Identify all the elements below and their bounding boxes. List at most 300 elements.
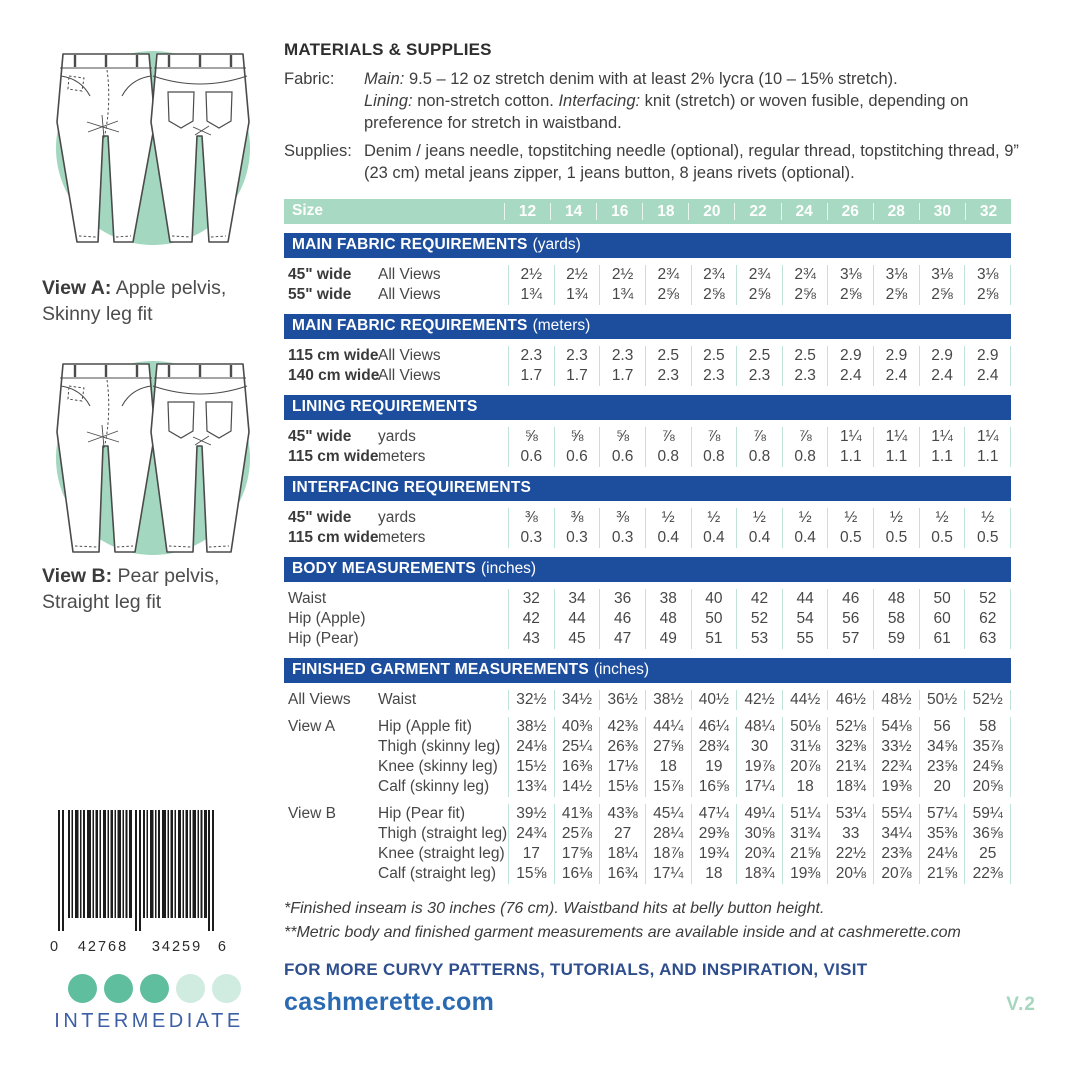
fabric-row: [284, 68, 1042, 134]
measurement-value: 24⅛: [508, 737, 554, 757]
measurement-value: ⅝: [554, 427, 600, 447]
measurement-value: 52: [964, 589, 1011, 609]
measurement-value: 2¾: [736, 265, 782, 285]
size-value: 20: [688, 203, 734, 220]
row-sublabel: meters: [378, 528, 426, 546]
measurement-value: ⅜: [508, 508, 554, 528]
measurement-value: 0.6: [508, 447, 554, 467]
measurement-value: 0.5: [873, 528, 919, 548]
size-label: Size: [292, 202, 324, 220]
section-unit: (inches): [480, 560, 537, 578]
measurement-value: 53¼: [827, 804, 873, 824]
row-sublabel: Thigh (straight leg): [378, 824, 508, 842]
table-row-group: [284, 589, 1011, 649]
measurement-value: 3⅛: [964, 265, 1011, 285]
table-row: [284, 508, 1011, 528]
measurement-value: 53: [736, 629, 782, 649]
measurement-value: 17¼: [736, 777, 782, 797]
view-b-jeans-illustration: [34, 342, 272, 571]
measurement-value: 30: [736, 737, 782, 757]
row-sublabel: All Views: [378, 265, 441, 283]
measurement-value: 25¼: [554, 737, 600, 757]
measurement-value: 48¼: [736, 717, 782, 737]
row-label: 115 cm wide: [288, 447, 379, 465]
row-label: 45" wide: [288, 427, 352, 445]
measurement-value: 40: [691, 589, 737, 609]
size-header-row: [284, 199, 1011, 224]
size-value: 26: [827, 203, 873, 220]
table-row: [284, 427, 1011, 447]
section-header: [284, 314, 1011, 339]
measurement-value: 15⅝: [508, 864, 554, 884]
measurement-value: 0.3: [554, 528, 600, 548]
measurement-value: 16¾: [599, 864, 645, 884]
measurement-value: 40⅜: [554, 717, 600, 737]
measurement-value: 2.3: [691, 366, 737, 386]
measurement-value: 23⅝: [919, 757, 965, 777]
measurement-value: 42: [508, 609, 554, 629]
measurement-value: 2⅝: [827, 285, 873, 305]
row-sublabel: Thigh (skinny leg): [378, 737, 501, 755]
measurement-value: 36⅝: [964, 824, 1011, 844]
measurement-value: 36: [599, 589, 645, 609]
footer-cta: FOR MORE CURVY PATTERNS, TUTORIALS, AND INSPIRATION, VISIT: [284, 959, 868, 979]
section-title: MAIN FABRIC REQUIREMENTS: [292, 236, 528, 254]
measurement-value: 2.9: [964, 346, 1011, 366]
row-label: 45" wide: [288, 508, 352, 526]
row-sublabel: yards: [378, 427, 416, 445]
row-label: [284, 777, 378, 797]
row-sublabel: [378, 629, 508, 649]
measurement-value: 2½: [554, 265, 600, 285]
measurement-value: 0.4: [691, 528, 737, 548]
measurement-value: 18¼: [599, 844, 645, 864]
measurement-value: 19⅜: [873, 777, 919, 797]
measurement-value: 17: [508, 844, 554, 864]
row-sublabel: All Views: [378, 285, 441, 303]
difficulty-dots: [68, 974, 241, 1003]
measurement-value: 33: [827, 824, 873, 844]
view-a-pelvis: Apple pelvis,: [111, 277, 227, 299]
measurement-value: 0.3: [599, 528, 645, 548]
measurement-value: 49: [645, 629, 691, 649]
measurement-value: 34¼: [873, 824, 919, 844]
measurement-value: 2½: [599, 265, 645, 285]
measurement-value: 24⅛: [919, 844, 965, 864]
view-b-name: View B:: [42, 565, 113, 587]
measurement-value: 1.1: [873, 447, 919, 467]
measurement-value: 16⅛: [554, 864, 600, 884]
measurement-value: 50⅛: [782, 717, 828, 737]
measurement-value: 48: [645, 609, 691, 629]
row-sublabel: Calf (straight leg): [378, 864, 497, 882]
row-sublabel: [378, 609, 508, 629]
table-row: [284, 864, 1011, 884]
measurement-value: 0.6: [599, 447, 645, 467]
measurement-value: 2½: [508, 265, 554, 285]
measurement-value: 2.5: [736, 346, 782, 366]
table-row: [284, 717, 1011, 737]
measurement-value: 1¾: [554, 285, 600, 305]
measurement-value: 27: [599, 824, 645, 844]
table-row-group: [284, 427, 1011, 467]
view-a-name: View A:: [42, 277, 112, 299]
measurement-value: 51¼: [782, 804, 828, 824]
measurement-value: 46¼: [691, 717, 737, 737]
section-title: INTERFACING REQUIREMENTS: [292, 479, 532, 497]
size-value: 14: [550, 203, 596, 220]
measurement-value: 2.4: [919, 366, 965, 386]
table-row: [284, 366, 1011, 386]
measurement-value: 47¼: [691, 804, 737, 824]
measurement-value: 39½: [508, 804, 554, 824]
measurement-value: 38½: [508, 717, 554, 737]
measurement-value: 52⅛: [827, 717, 873, 737]
measurement-value: 2¾: [782, 265, 828, 285]
size-value: 32: [965, 203, 1011, 220]
measurement-value: 50½: [919, 690, 965, 710]
left-column: [34, 30, 274, 1070]
measurement-value: 31⅛: [782, 737, 828, 757]
measurement-value: 1.1: [827, 447, 873, 467]
measurement-value: 19: [691, 757, 737, 777]
measurement-value: 43: [508, 629, 554, 649]
measurement-value: 23⅜: [873, 844, 919, 864]
measurement-value: 1¾: [508, 285, 554, 305]
measurement-value: ½: [645, 508, 691, 528]
size-value: 16: [596, 203, 642, 220]
measurement-value: 0.5: [919, 528, 965, 548]
barcode-digit: 34259: [151, 939, 203, 955]
measurement-value: 28¾: [691, 737, 737, 757]
measurement-value: 2⅝: [691, 285, 737, 305]
measurement-value: 34: [554, 589, 600, 609]
measurement-value: 28¼: [645, 824, 691, 844]
size-value: 22: [734, 203, 780, 220]
measurement-value: 2.3: [736, 366, 782, 386]
measurement-value: ⅞: [645, 427, 691, 447]
fabric-interfacing-label: Interfacing:: [558, 92, 641, 111]
measurement-value: ⅝: [508, 427, 554, 447]
row-label: Hip (Apple): [288, 609, 366, 627]
measurement-value: 2.5: [645, 346, 691, 366]
barcode-digit: 6: [217, 939, 226, 955]
measurement-value: 17¼: [645, 864, 691, 884]
measurement-value: 52: [736, 609, 782, 629]
measurement-value: 2⅝: [736, 285, 782, 305]
footnote-metric: **Metric body and finished garment measurements are available inside and at cashmerette.com: [284, 923, 961, 941]
table-row-group: [284, 717, 1011, 797]
measurement-value: 22⅜: [964, 864, 1011, 884]
measurement-value: 40½: [691, 690, 737, 710]
measurement-value: 34½: [554, 690, 600, 710]
measurement-value: 1¼: [919, 427, 965, 447]
measurement-value: 56: [827, 609, 873, 629]
row-label: [284, 757, 378, 777]
fabric-main-text: 9.5 – 12 oz stretch denim with at least 2% lycra (10 – 15% stretch).: [404, 70, 898, 88]
section-unit: (yards): [532, 236, 581, 254]
row-sublabel: Knee (straight leg): [378, 844, 505, 862]
measurement-value: 22¾: [873, 757, 919, 777]
measurement-value: ⅞: [736, 427, 782, 447]
size-value: 24: [781, 203, 827, 220]
row-label: [284, 844, 378, 864]
table-row: [284, 447, 1011, 467]
measurement-value: ½: [736, 508, 782, 528]
fabric-text: [364, 68, 1042, 134]
measurement-value: 31¾: [782, 824, 828, 844]
barcode-digit: 0: [50, 939, 59, 955]
measurement-value: 0.4: [782, 528, 828, 548]
measurement-value: 59¼: [964, 804, 1011, 824]
measurement-value: 44½: [782, 690, 828, 710]
measurement-value: 16⅝: [691, 777, 737, 797]
size-value: 18: [642, 203, 688, 220]
row-label: View A: [288, 717, 336, 735]
measurement-value: 26⅜: [599, 737, 645, 757]
view-a-fit: Skinny leg fit: [42, 302, 153, 325]
row-label: 140 cm wide: [288, 366, 380, 384]
row-label: 45" wide: [288, 265, 352, 283]
measurement-value: 62: [964, 609, 1011, 629]
row-label: [284, 864, 378, 884]
difficulty-dot: [212, 974, 241, 1003]
measurement-value: 2.3: [599, 346, 645, 366]
measurement-value: 61: [919, 629, 965, 649]
measurement-value: 33½: [873, 737, 919, 757]
measurement-value: 38½: [645, 690, 691, 710]
measurement-value: 2.3: [554, 346, 600, 366]
measurement-value: 59: [873, 629, 919, 649]
measurement-value: ⅜: [554, 508, 600, 528]
section-header: [284, 557, 1011, 582]
measurement-value: 24¾: [508, 824, 554, 844]
row-label: Hip (Pear): [288, 629, 359, 647]
measurement-value: 44: [554, 609, 600, 629]
measurement-value: 45: [554, 629, 600, 649]
fabric-main-label: Main:: [364, 70, 405, 88]
view-a-caption: [42, 276, 226, 327]
section-header: [284, 476, 1011, 501]
table-row: [284, 777, 1011, 797]
measurement-value: 51: [691, 629, 737, 649]
measurement-value: 15⅛: [599, 777, 645, 797]
measurement-value: 42½: [736, 690, 782, 710]
difficulty-dot: [176, 974, 205, 1003]
measurement-value: 56: [919, 717, 965, 737]
measurement-value: 38: [645, 589, 691, 609]
measurement-value: 57: [827, 629, 873, 649]
measurement-value: 2.4: [873, 366, 919, 386]
section-title: FINISHED GARMENT MEASUREMENTS: [292, 661, 589, 679]
measurement-value: 20⅛: [827, 864, 873, 884]
measurement-value: 1¾: [599, 285, 645, 305]
measurement-value: 0.6: [554, 447, 600, 467]
measurement-value: 54: [782, 609, 828, 629]
table-row-group: [284, 265, 1011, 305]
measurement-value: 46: [827, 589, 873, 609]
size-value: 28: [873, 203, 919, 220]
section-title: LINING REQUIREMENTS: [292, 398, 478, 416]
table-row: [284, 737, 1011, 757]
version-label: V.2: [1006, 993, 1036, 1015]
measurement-value: 2⅝: [919, 285, 965, 305]
measurement-value: 2.3: [782, 366, 828, 386]
measurement-value: 18¾: [827, 777, 873, 797]
section-unit: (inches): [593, 661, 650, 679]
measurement-value: 35⅜: [919, 824, 965, 844]
materials-title: MATERIALS & SUPPLIES: [284, 40, 492, 59]
measurement-value: 43⅜: [599, 804, 645, 824]
section-title: BODY MEASUREMENTS: [292, 560, 476, 578]
measurement-value: 2.4: [964, 366, 1011, 386]
measurement-value: ⅞: [691, 427, 737, 447]
table-row: [284, 265, 1011, 285]
measurement-value: 1.7: [599, 366, 645, 386]
view-b-fit: Straight leg fit: [42, 590, 162, 613]
footnote-inseam: *Finished inseam is 30 inches (76 cm). Waistband hits at belly button height.: [284, 899, 825, 917]
row-sublabel: Waist: [378, 690, 417, 708]
measurement-value: 42: [736, 589, 782, 609]
table-row: [284, 629, 1011, 649]
table-row-group: [284, 508, 1011, 548]
section-header: [284, 233, 1011, 258]
fabric-lining-label: Lining:: [364, 92, 413, 111]
row-label: 115 cm wide: [288, 528, 379, 546]
measurement-value: 18: [645, 757, 691, 777]
section-unit: (meters): [532, 317, 591, 335]
measurement-value: 2⅝: [645, 285, 691, 305]
measurement-value: 14½: [554, 777, 600, 797]
row-label: 55" wide: [288, 285, 352, 303]
view-b-caption: [42, 564, 219, 615]
measurement-value: 15½: [508, 757, 554, 777]
measurement-value: 1.1: [919, 447, 965, 467]
measurement-value: 2.9: [827, 346, 873, 366]
measurement-value: 16⅜: [554, 757, 600, 777]
measurement-value: 25: [964, 844, 1011, 864]
table-row-group: [284, 690, 1011, 710]
measurement-value: 2⅝: [964, 285, 1011, 305]
measurement-value: 0.8: [645, 447, 691, 467]
measurement-value: ½: [964, 508, 1011, 528]
measurement-value: 18¾: [736, 864, 782, 884]
measurement-value: 2.9: [873, 346, 919, 366]
table-row: [284, 589, 1011, 609]
row-label: Waist: [288, 589, 327, 607]
measurement-value: 1.7: [554, 366, 600, 386]
measurement-value: 0.5: [964, 528, 1011, 548]
table-row-group: [284, 804, 1011, 884]
row-sublabel: [378, 589, 508, 609]
measurement-value: 0.8: [691, 447, 737, 467]
barcode-digit: 42768: [77, 939, 129, 955]
measurement-value: 17⅝: [554, 844, 600, 864]
difficulty-label: INTERMEDIATE: [54, 1010, 244, 1032]
row-sublabel: Knee (skinny leg): [378, 757, 498, 775]
measurement-value: 19¾: [691, 844, 737, 864]
table-row: [284, 528, 1011, 548]
measurement-value: ½: [827, 508, 873, 528]
measurement-value: 2.3: [508, 346, 554, 366]
measurement-value: 54⅛: [873, 717, 919, 737]
table-row: [284, 804, 1011, 824]
measurement-value: 21⅝: [919, 864, 965, 884]
measurement-value: 55¼: [873, 804, 919, 824]
measurement-value: 18: [782, 777, 828, 797]
supplies-text: Denim / jeans needle, topstitching needle (optional), regular thread, topstitching thread, 9” (23 cm) metal jeans zipper, 1 jeans button, 8 jeans rivets (optional).: [364, 142, 1019, 183]
table-row: [284, 824, 1011, 844]
measurement-value: 21¾: [827, 757, 873, 777]
row-label: All Views: [288, 690, 351, 708]
difficulty-dot: [104, 974, 133, 1003]
measurement-value: 60: [919, 609, 965, 629]
measurement-value: 57¼: [919, 804, 965, 824]
row-sublabel: Calf (skinny leg): [378, 777, 490, 795]
measurement-value: 2¾: [645, 265, 691, 285]
measurement-value: 18: [691, 864, 737, 884]
measurement-value: 34⅝: [919, 737, 965, 757]
measurement-value: 22½: [827, 844, 873, 864]
measurement-value: 25⅞: [554, 824, 600, 844]
measurement-value: 2.3: [645, 366, 691, 386]
measurement-value: 20¾: [736, 844, 782, 864]
section-header: [284, 658, 1011, 683]
fabric-label: Fabric:: [284, 70, 335, 88]
measurement-value: 46: [599, 609, 645, 629]
barcode: [50, 810, 226, 955]
difficulty-dot: [140, 974, 169, 1003]
section-title: MAIN FABRIC REQUIREMENTS: [292, 317, 528, 335]
measurement-value: 17⅛: [599, 757, 645, 777]
measurement-value: 18⅞: [645, 844, 691, 864]
row-label: [284, 824, 378, 844]
measurement-value: 0.4: [645, 528, 691, 548]
measurement-value: 20⅞: [782, 757, 828, 777]
measurement-value: 32: [508, 589, 554, 609]
measurement-value: 2.4: [827, 366, 873, 386]
measurement-value: 21⅝: [782, 844, 828, 864]
measurement-value: 1¼: [964, 427, 1011, 447]
measurement-value: 24⅝: [964, 757, 1011, 777]
measurement-value: 45¼: [645, 804, 691, 824]
measurement-value: 0.3: [508, 528, 554, 548]
table-row: [284, 690, 1011, 710]
barcode-bars: [50, 810, 226, 937]
measurement-value: 44: [782, 589, 828, 609]
table-row: [284, 609, 1011, 629]
measurement-value: 32½: [508, 690, 554, 710]
measurement-value: 27⅝: [645, 737, 691, 757]
row-label: 115 cm wide: [288, 346, 379, 364]
row-label: View B: [288, 804, 336, 822]
measurement-value: ⅞: [782, 427, 828, 447]
supplies-label: Supplies:: [284, 142, 352, 161]
measurement-value: 35⅞: [964, 737, 1011, 757]
measurement-value: 42⅜: [599, 717, 645, 737]
measurement-value: 1¼: [873, 427, 919, 447]
size-value: 12: [504, 203, 550, 220]
row-sublabel: Hip (Pear fit): [378, 804, 465, 822]
footnotes: [284, 897, 1042, 945]
table-row-group: [284, 346, 1011, 386]
measurement-value: 58: [964, 717, 1011, 737]
measurement-value: 30⅝: [736, 824, 782, 844]
table-row: [284, 285, 1011, 305]
measurement-value: 44¼: [645, 717, 691, 737]
measurement-value: ½: [919, 508, 965, 528]
measurement-value: 52½: [964, 690, 1011, 710]
